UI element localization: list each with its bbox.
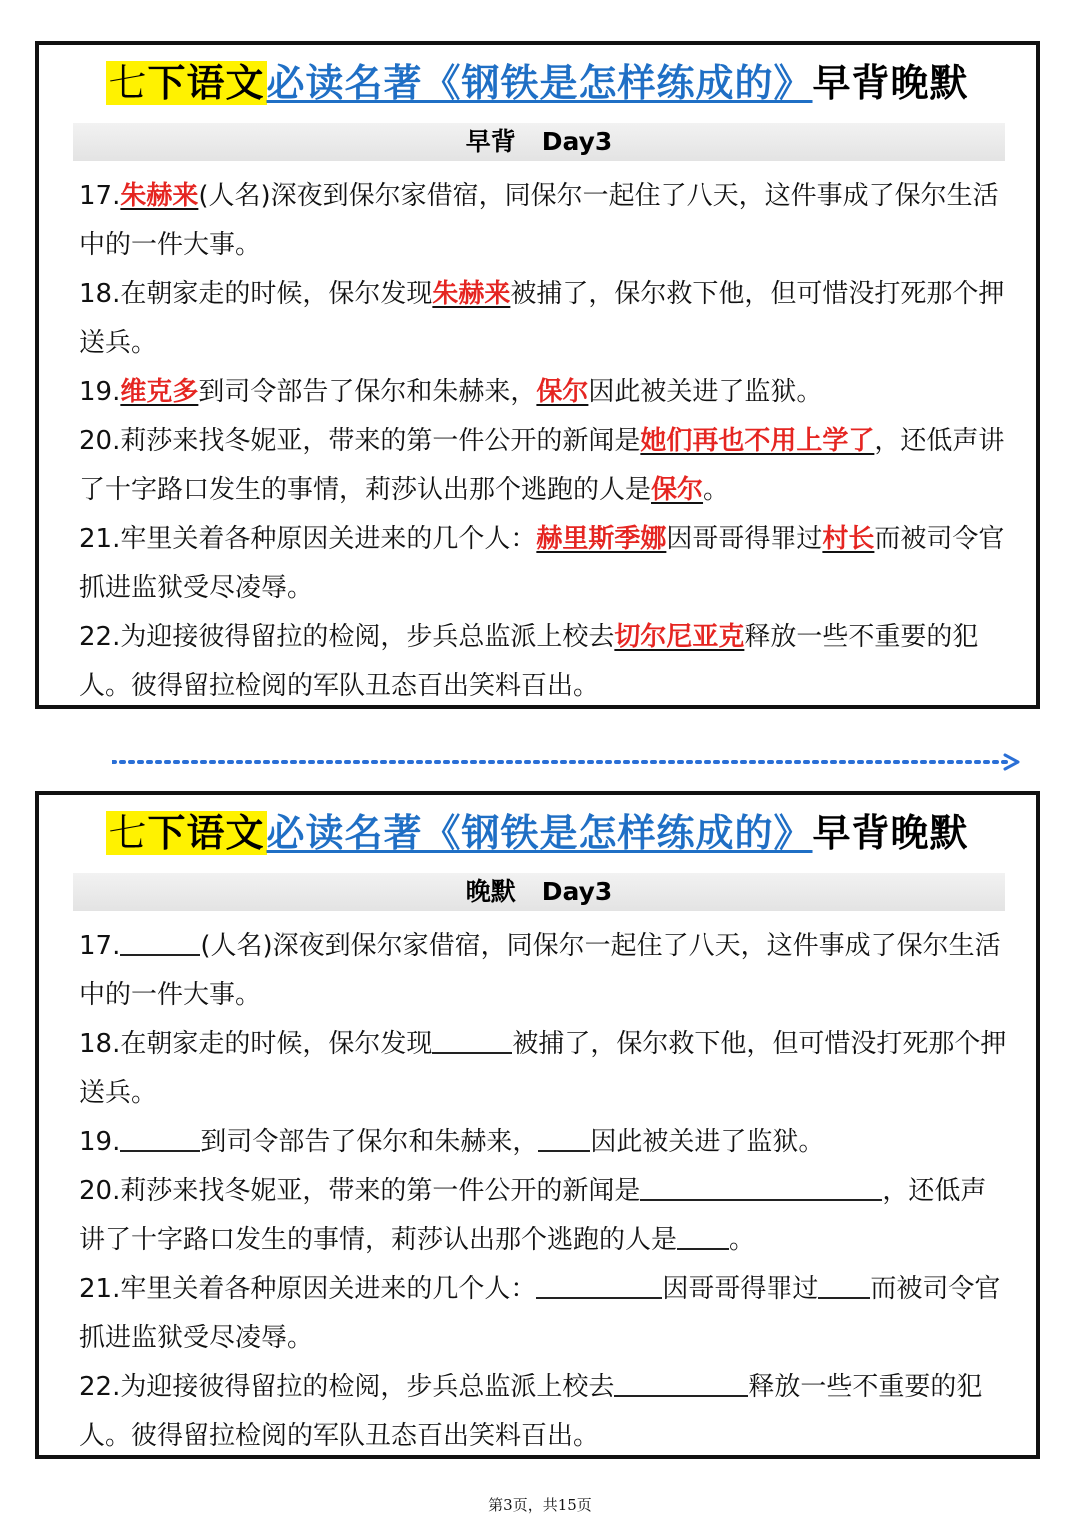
list-item: 21.牢里关着各种原因关进来的几个人：赫里斯季娜因哥哥得罪过村长而被司令官抓进监狱受尽凌辱。 xyxy=(79,524,1005,603)
answer: 她们再也不用上学了 xyxy=(640,426,875,456)
list-item: 19.维克多到司令部告了保尔和朱赫来，保尔因此被关进了监狱。 xyxy=(79,377,823,407)
title-book: 必读名著《钢铁是怎样练成的》 xyxy=(266,61,813,105)
answer-blank xyxy=(614,1369,748,1397)
list-item: 17. (人名)深夜到保尔家借宿，同保尔一起住了八天，这件事成了保尔生活中的一件大事。 xyxy=(79,922,1009,1020)
morning-items xyxy=(79,172,1009,711)
answer-blank xyxy=(536,1271,662,1299)
day-label: Day3 xyxy=(541,127,613,156)
section-header-evening xyxy=(73,873,1005,911)
list-item: 17.朱赫来(人名)深夜到保尔家借宿，同保尔一起住了八天，这件事成了保尔生活中的一件大事。 xyxy=(79,181,999,260)
title-book: 必读名著《钢铁是怎样练成的》 xyxy=(266,811,813,855)
day-label: Day3 xyxy=(541,877,613,906)
title-highlight: 七下语文 xyxy=(108,811,265,855)
title-highlight: 七下语文 xyxy=(108,61,265,105)
answer-blank xyxy=(640,1173,882,1201)
section-label: 早背 xyxy=(465,127,516,156)
answer: 赫里斯季娜 xyxy=(536,524,667,554)
dotted-arrow-icon xyxy=(112,752,1022,772)
answer: 保尔 xyxy=(536,377,589,407)
answer-blank xyxy=(120,1124,200,1152)
answer: 朱赫来 xyxy=(432,279,511,309)
section-header-morning xyxy=(73,123,1005,161)
section-label: 晚默 xyxy=(465,877,516,906)
answer-blank xyxy=(432,1026,512,1054)
answer: 村长 xyxy=(822,524,875,554)
answer-blank xyxy=(120,928,200,956)
morning-card xyxy=(35,41,1040,709)
evening-card xyxy=(35,791,1040,1459)
title-suffix: 早背晚默 xyxy=(812,811,969,855)
answer-blank xyxy=(818,1271,870,1299)
answer: 切尔尼亚克 xyxy=(614,622,745,652)
answer: 维克多 xyxy=(120,377,199,407)
answer: 保尔 xyxy=(651,475,704,505)
title-suffix: 早背晚默 xyxy=(812,61,969,105)
list-item: 20.莉莎来找冬妮亚，带来的第一件公开的新闻是她们再也不用上学了，还低声讲了十字路口发生的事情，莉莎认出那个逃跑的人是保尔。 xyxy=(79,426,1005,505)
list-item: 22.为迎接彼得留拉的检阅，步兵总监派上校去切尔尼亚克释放一些不重要的犯人。彼得留拉检阅的军队丑态百出笑料百出。 xyxy=(79,622,979,701)
list-item: 18.在朝家走的时候，保尔发现 被捕了，保尔救下他，但可惜没打死那个押送兵。 xyxy=(79,1020,1009,1118)
list-item: 21.牢里关着各种原因关进来的几个人： 因哥哥得罪过 而被司令官抓进监狱受尽凌辱。 xyxy=(79,1265,1009,1363)
answer: 朱赫来 xyxy=(120,181,199,211)
page-number: 第3页，共15页 xyxy=(488,1496,592,1514)
list-item: 20.莉莎来找冬妮亚，带来的第一件公开的新闻是 ，还低声讲了十字路口发生的事情，莉莎认出那个逃跑的人是 。 xyxy=(79,1167,1009,1265)
list-item: 22.为迎接彼得留拉的检阅，步兵总监派上校去 释放一些不重要的犯人。彼得留拉检阅的军队丑态百出笑料百出。 xyxy=(79,1363,1009,1461)
answer-blank xyxy=(538,1124,590,1152)
answer-blank xyxy=(677,1222,729,1250)
list-item: 19. 到司令部告了保尔和朱赫来， 因此被关进了监狱。 xyxy=(79,1118,1009,1167)
page-title xyxy=(39,57,1036,109)
page-title xyxy=(39,807,1036,859)
list-item: 18.在朝家走的时候，保尔发现朱赫来被捕了，保尔救下他，但可惜没打死那个押送兵。 xyxy=(79,279,1005,358)
evening-items xyxy=(79,922,1009,1461)
